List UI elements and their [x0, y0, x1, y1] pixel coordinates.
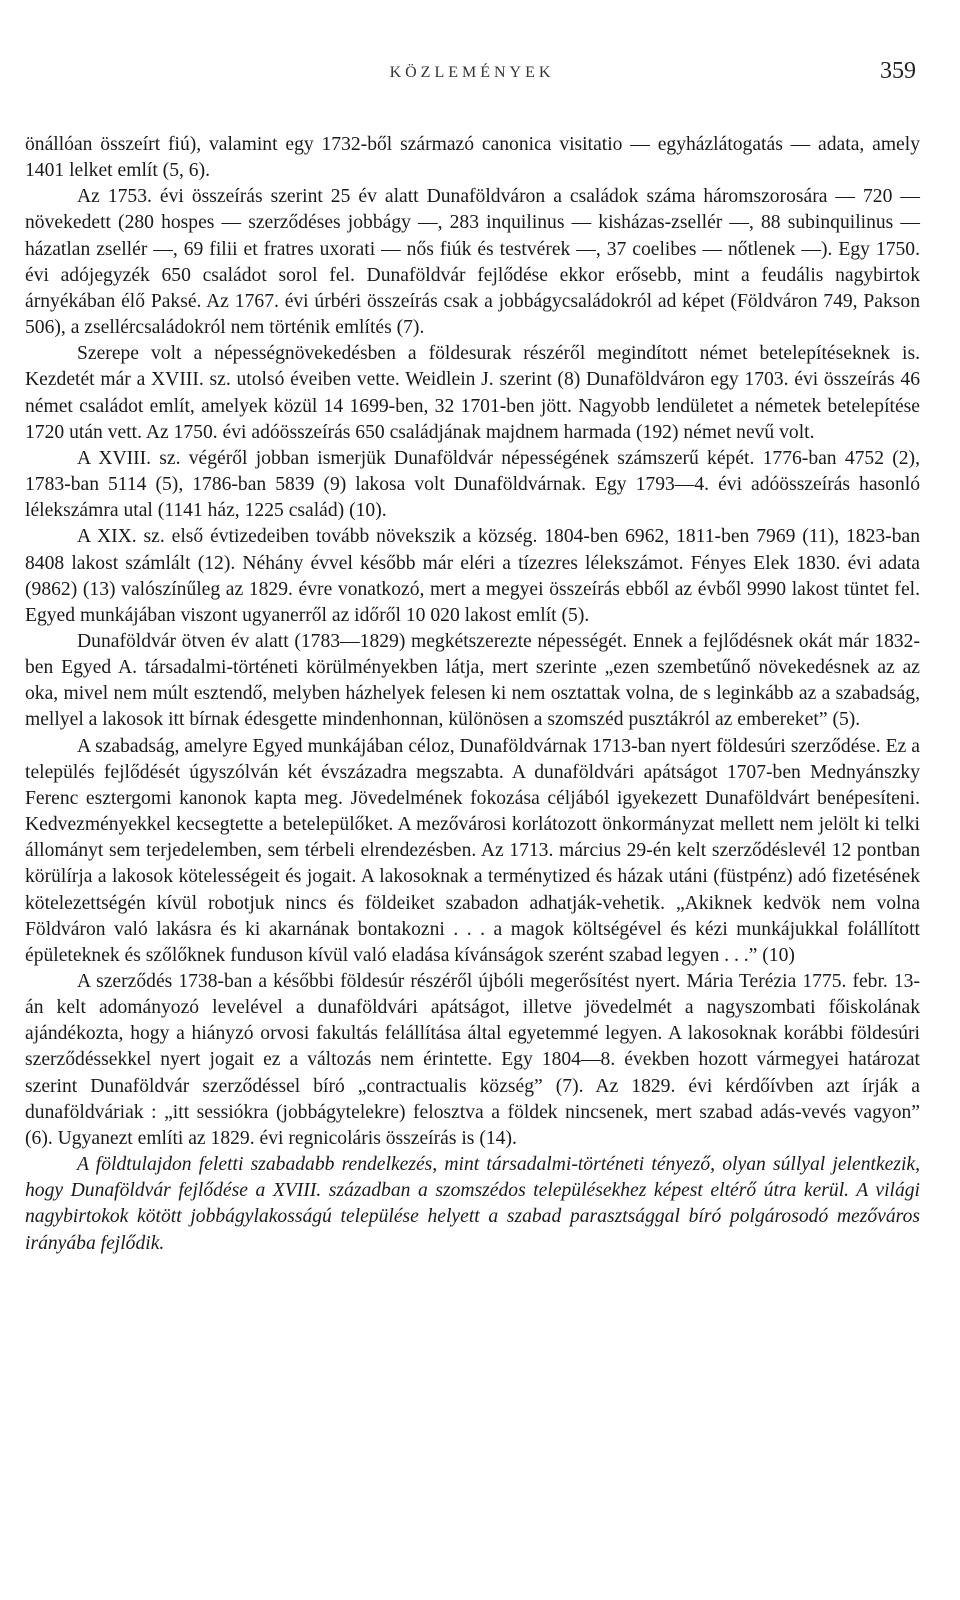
paragraph: A XIX. sz. első évtizedeiben tovább növekszik a község. 1804-ben 6962, 1811-ben 7969 (11), 1823-ban 8408 lakost számlált (12). Néhány évvel később már eléri a tízezres lélekszámot. Fényes Elek 1830. évi adata (9862) (13) valószínűleg az 1829. évre vonatkozó, mert a megyei összeírás ebből az évből 9990 lakost tüntet fel. Egyed munkájában viszont ugyanerről az időről 10 020 lakost említ (5). [25, 526, 920, 626]
paragraph: A szerződés 1738-ban a későbbi földesúr részéről újbóli megerősítést nyert. Mária Terézia 1775. febr. 13-án kelt adományozó levelével a dunaföldvári apátságot, illetve jövedelmét a nagyszombati főiskolának ajándékozta, hogy a hiányzó orvosi fakultás felállítása által egyetemmé legyen. A lakosoknak korábbi földesúri szerződéssekkel nyert jogait ez a változás nem érintette. Egy 1804—8. években hozott vármegyei határozat szerint Dunaföldvár szerződéssel bíró „contractualis község” (7). Az 1829. évi kérdőívben azt írják a dunaföldváriak : „itt sessiókra (jobbágytelekre) felosztva a földek nincsenek, mert szabad adás-vevés vagyon” (6). Ugyanezt említi az 1829. évi regnicoláris összeírás is (14). [25, 971, 920, 1149]
paragraph: A szabadság, amelyre Egyed munkájában céloz, Dunaföldvárnak 1713-ban nyert földesúri szerződése. Ez a település fejlődését úgyszólván két évszázadra megszabta. A dunaföldvári apátságot 1707-ben Mednyánszky Ferenc esztergomi kanonok kapta meg. Jövedelmének fokozása céljából igyekezett Dunaföldvárt benépesíteni. Kedvezményekkel kecsegtette a betelepülőket. A mezővárosi korlátozott önkormányzat mellett nem jelölt ki telki állományt sem terjedelemben, sem térbeli elrendezésben. Az 1713. március 29-én kelt szerződéslevél 12 pontban körülírja a lakosok kötelességeit és jogait. A lakosoknak a terménytized és házak utáni (füstpénz) adó fizetésének kötelezettségén kívül robotjuk nincs és földeiket szabadon adhatják-vehetik. „Akiknek kedvök nem volna Földváron való lakásra és ki akarnának bontakozni . . . a magok költségével és kézi munkájukkal folállított épületeknek és szőlőknek funduson kívül való eladása kívánságok szerént szabad legyen . . .” (10) [25, 735, 920, 966]
running-head: KÖZLEMÉNYEK [389, 64, 555, 81]
paragraph: Dunaföldvár ötven év alatt (1783—1829) megkétszerezte népességét. Ennek a fejlődésnek okát már 1832-ben Egyed A. társadalmi-történeti körülményekben látja, mert szerinte „ezen szembetűnő növekedésnek az az oka, mivel nem múlt esztendő, melyben házhelyek felesen ki nem osztattak volna, de s leginkább az a szabadság, mellyel a lakosok itt bírnak édesgette mindenhonnan, különösen a szomszéd pusztákról az embereket” (5). [25, 630, 920, 731]
closing-italic-paragraph: A földtulajdon feletti szabadabb rendelkezés, mint társadalmi-történeti tényező, olyan súllyal jelentkezik, hogy Dunaföldvár fejlődése a XVIII. században a szomszédos településekhez képest eltérő útra kerül. A világi nagybirtokok kötött jobbágylakosságú települése helyett a szabad parasztsággal bíró polgárosodó mezőváros irányába fejlődik. [25, 1154, 920, 1254]
paragraph: Szerepe volt a népességnövekedésben a földesurak részéről megindított német betelepítéseknek is. Kezdetét már a XVIII. sz. utolsó éveiben vette. Weidlein J. szerint (8) Dunaföldváron egy 1703. évi összeírás 46 német családot említ, amelyek közül 14 1699-ben, 32 1701-ben jött. Nagyobb lendületet a németek betelepítése 1720 után vett. Az 1750. évi adóösszeírás 650 családjának majdnem harmada (192) német nevű volt. [25, 343, 920, 443]
paragraph: Az 1753. évi összeírás szerint 25 év alatt Dunaföldváron a családok száma háromszorosára — 720 — növekedett (280 hospes — szerződéses jobbágy —, 283 inquilinus — kisházas-zsellér —, 88 subinquilinus — házatlan zsellér —, 69 filii et fratres uxorati — nős fiúk és testvérek —, 37 coelibes — nőtlenek —). Egy 1750. évi adójegyzék 650 családot sorol fel. Dunaföldvár fejlődése ekkor erősebb, mint a feudális nagybirtok árnyékában élő Paksé. Az 1767. évi úrbéri összeírás csak a jobbágycsaládokról ad képet (Földváron 749, Pakson 506), a zsellércsaládokról nem történik említés (7). [25, 186, 920, 339]
body-text [25, 132, 920, 1257]
paragraph: önállóan összeírt fiú), valamint egy 1732-ből származó canonica visitatio — egyházlátogatás — adata, amely 1401 lelket említ (5, 6). [25, 134, 920, 182]
paragraph: A XVIII. sz. végéről jobban ismerjük Dunaföldvár népességének számszerű képét. 1776-ban 4752 (2), 1783-ban 5114 (5), 1786-ban 5839 (9) lakosa volt Dunaföldvárnak. Egy 1793—4. évi adóösszeírás hasonló lélekszámra utal (1141 ház, 1225 család) (10). [25, 447, 920, 522]
page-number: 359 [880, 58, 916, 84]
page-header [28, 58, 916, 92]
